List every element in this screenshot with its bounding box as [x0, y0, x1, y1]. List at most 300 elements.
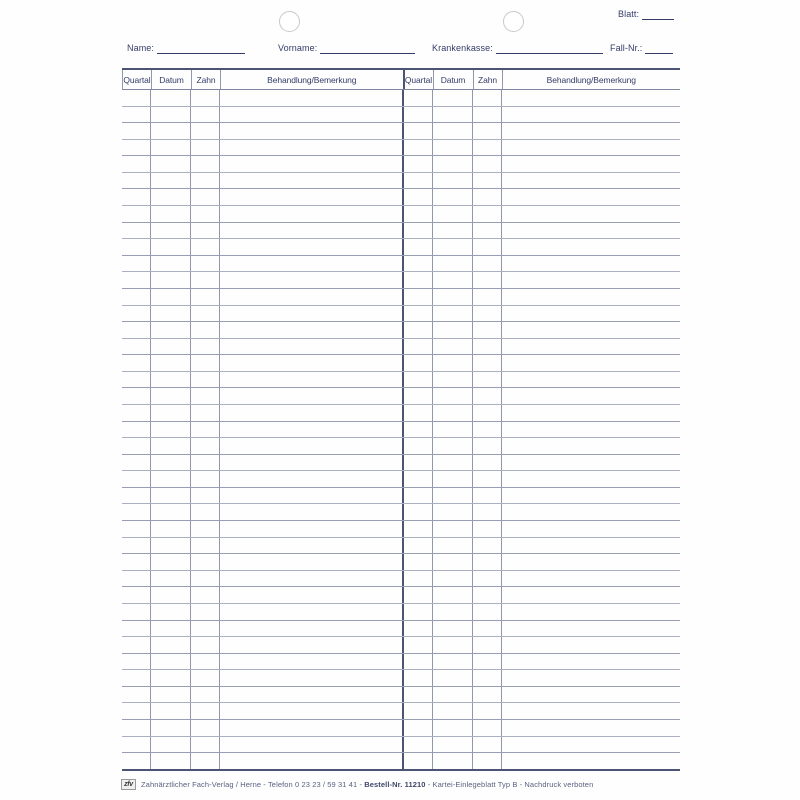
vorname-label: Vorname:	[278, 43, 318, 53]
header-datum: Datum	[434, 70, 474, 89]
cell-datum	[151, 737, 191, 753]
cell-quartal	[404, 223, 433, 239]
cell-datum	[433, 538, 473, 554]
table-row	[122, 156, 680, 173]
cell-quartal	[122, 621, 151, 637]
cell-quartal	[122, 223, 151, 239]
cell-datum	[433, 256, 473, 272]
cell-behandlung	[220, 687, 402, 703]
cell-behandlung	[220, 355, 402, 371]
table-half-2	[402, 289, 680, 305]
cell-zahn	[191, 189, 220, 205]
cell-datum	[151, 604, 191, 620]
cell-datum	[151, 289, 191, 305]
cell-datum	[151, 256, 191, 272]
fall-nr-field	[610, 41, 673, 54]
cell-datum	[151, 538, 191, 554]
cell-datum	[433, 621, 473, 637]
cell-zahn	[473, 554, 502, 570]
cell-datum	[151, 372, 191, 388]
cell-datum	[151, 173, 191, 189]
cell-behandlung	[502, 272, 680, 288]
cell-behandlung	[220, 621, 402, 637]
cell-datum	[433, 455, 473, 471]
cell-datum	[151, 687, 191, 703]
cell-datum	[151, 107, 191, 123]
cell-behandlung	[220, 670, 402, 686]
cell-quartal	[122, 455, 151, 471]
table-half-1	[122, 455, 402, 471]
cell-quartal	[122, 422, 151, 438]
table-half-1	[122, 587, 402, 603]
cell-behandlung	[502, 554, 680, 570]
cell-zahn	[191, 471, 220, 487]
fall-nr-write-line	[645, 41, 673, 54]
cell-datum	[433, 405, 473, 421]
treatment-table	[122, 68, 680, 771]
table-row	[122, 488, 680, 505]
table-half-2	[402, 471, 680, 487]
cell-behandlung	[220, 488, 402, 504]
table-half-2	[402, 637, 680, 653]
cell-behandlung	[502, 720, 680, 736]
cell-quartal	[404, 670, 433, 686]
cell-quartal	[404, 504, 433, 520]
cell-datum	[151, 455, 191, 471]
header-quartal: Quartal	[123, 70, 152, 89]
cell-behandlung	[220, 388, 402, 404]
cell-quartal	[122, 604, 151, 620]
cell-zahn	[191, 140, 220, 156]
table-half-2	[402, 339, 680, 355]
cell-quartal	[404, 123, 433, 139]
cell-datum	[433, 670, 473, 686]
table-half-2	[402, 438, 680, 454]
cell-quartal	[404, 703, 433, 719]
cell-quartal	[122, 471, 151, 487]
cell-zahn	[473, 306, 502, 322]
cell-quartal	[122, 189, 151, 205]
cell-behandlung	[220, 322, 402, 338]
punch-hole-right	[503, 11, 524, 32]
cell-zahn	[191, 621, 220, 637]
cell-datum	[433, 372, 473, 388]
table-half-1	[122, 654, 402, 670]
cell-behandlung	[220, 571, 402, 587]
cell-datum	[433, 289, 473, 305]
cell-quartal	[404, 140, 433, 156]
cell-datum	[151, 239, 191, 255]
cell-datum	[433, 173, 473, 189]
cell-behandlung	[502, 306, 680, 322]
table-half-1	[122, 206, 402, 222]
cell-behandlung	[220, 256, 402, 272]
cell-zahn	[473, 289, 502, 305]
cell-behandlung	[502, 123, 680, 139]
table-row	[122, 538, 680, 555]
cell-datum	[151, 223, 191, 239]
cell-quartal	[122, 322, 151, 338]
cell-quartal	[122, 521, 151, 537]
cell-datum	[151, 637, 191, 653]
cell-zahn	[191, 372, 220, 388]
cell-behandlung	[220, 140, 402, 156]
table-half-2	[402, 372, 680, 388]
cell-behandlung	[220, 422, 402, 438]
cell-zahn	[473, 587, 502, 603]
table-half-1	[122, 306, 402, 322]
cell-behandlung	[502, 587, 680, 603]
table-row	[122, 422, 680, 439]
footer-order-number: Bestell-Nr. 11210	[364, 780, 426, 789]
table-half-2	[402, 90, 680, 106]
table-half-1	[122, 189, 402, 205]
cell-zahn	[191, 703, 220, 719]
table-half-2	[402, 140, 680, 156]
cell-datum	[151, 405, 191, 421]
table-row	[122, 322, 680, 339]
cell-zahn	[191, 388, 220, 404]
cell-behandlung	[502, 488, 680, 504]
cell-zahn	[473, 488, 502, 504]
cell-datum	[433, 753, 473, 769]
cell-datum	[433, 206, 473, 222]
table-half-1	[122, 571, 402, 587]
cell-datum	[433, 604, 473, 620]
cell-zahn	[473, 670, 502, 686]
table-half-2	[402, 156, 680, 172]
name-field	[127, 41, 245, 54]
table-half-1	[122, 621, 402, 637]
cell-quartal	[122, 272, 151, 288]
cell-zahn	[473, 637, 502, 653]
cell-datum	[433, 488, 473, 504]
table-half-2	[402, 670, 680, 686]
cell-quartal	[122, 239, 151, 255]
cell-datum	[151, 206, 191, 222]
cell-datum	[433, 438, 473, 454]
cell-quartal	[122, 289, 151, 305]
cell-zahn	[191, 173, 220, 189]
cell-zahn	[191, 455, 220, 471]
cell-quartal	[404, 720, 433, 736]
cell-zahn	[191, 687, 220, 703]
cell-behandlung	[502, 90, 680, 106]
cell-quartal	[404, 554, 433, 570]
table-half-2	[402, 488, 680, 504]
cell-quartal	[122, 670, 151, 686]
table-half-2	[402, 123, 680, 139]
cell-zahn	[191, 571, 220, 587]
table-half-1	[122, 90, 402, 106]
cell-quartal	[404, 322, 433, 338]
table-half-1	[122, 388, 402, 404]
cell-datum	[151, 306, 191, 322]
table-row	[122, 107, 680, 124]
cell-datum	[433, 703, 473, 719]
krankenkasse-field	[432, 41, 603, 54]
cell-datum	[433, 637, 473, 653]
table-row	[122, 306, 680, 323]
cell-behandlung	[220, 405, 402, 421]
table-half-2	[403, 70, 681, 89]
cell-behandlung	[220, 720, 402, 736]
cell-behandlung	[220, 339, 402, 355]
cell-behandlung	[502, 670, 680, 686]
fall-nr-label: Fall-Nr.:	[610, 43, 643, 53]
cell-quartal	[122, 173, 151, 189]
cell-zahn	[473, 223, 502, 239]
cell-behandlung	[502, 388, 680, 404]
cell-datum	[151, 488, 191, 504]
cell-datum	[433, 422, 473, 438]
cell-datum	[151, 388, 191, 404]
table-row	[122, 339, 680, 356]
cell-zahn	[473, 654, 502, 670]
cell-quartal	[404, 388, 433, 404]
table-half-2	[402, 621, 680, 637]
vorname-write-line	[320, 41, 415, 54]
cell-behandlung	[502, 355, 680, 371]
cell-datum	[151, 471, 191, 487]
table-body	[122, 90, 680, 769]
cell-zahn	[191, 223, 220, 239]
table-half-1	[122, 339, 402, 355]
cell-behandlung	[502, 289, 680, 305]
cell-behandlung	[220, 189, 402, 205]
cell-datum	[433, 471, 473, 487]
table-half-2	[402, 737, 680, 753]
cell-zahn	[191, 339, 220, 355]
table-half-2	[402, 538, 680, 554]
table-row	[122, 272, 680, 289]
cell-zahn	[191, 90, 220, 106]
table-row	[122, 355, 680, 372]
cell-zahn	[473, 90, 502, 106]
cell-quartal	[122, 737, 151, 753]
table-half-1	[122, 123, 402, 139]
cell-behandlung	[502, 372, 680, 388]
table-row	[122, 173, 680, 190]
cell-behandlung	[220, 272, 402, 288]
cell-quartal	[404, 571, 433, 587]
table-half-1	[122, 488, 402, 504]
cell-zahn	[191, 654, 220, 670]
cell-zahn	[473, 140, 502, 156]
table-half-1	[122, 637, 402, 653]
cell-datum	[151, 587, 191, 603]
cell-behandlung	[502, 654, 680, 670]
cell-behandlung	[220, 107, 402, 123]
cell-zahn	[191, 488, 220, 504]
table-half-2	[402, 455, 680, 471]
cell-zahn	[191, 206, 220, 222]
blatt-field	[618, 7, 674, 20]
cell-behandlung	[220, 504, 402, 520]
table-row	[122, 554, 680, 571]
cell-datum	[433, 587, 473, 603]
table-half-1	[122, 504, 402, 520]
table-row	[122, 654, 680, 671]
cell-zahn	[473, 471, 502, 487]
cell-behandlung	[502, 156, 680, 172]
table-half-1	[122, 173, 402, 189]
cell-datum	[151, 521, 191, 537]
table-half-2	[402, 272, 680, 288]
cell-behandlung	[220, 587, 402, 603]
table-half-2	[402, 504, 680, 520]
cell-zahn	[191, 156, 220, 172]
cell-behandlung	[220, 90, 402, 106]
cell-behandlung	[502, 206, 680, 222]
cell-datum	[433, 223, 473, 239]
cell-datum	[433, 521, 473, 537]
cell-quartal	[122, 90, 151, 106]
cell-datum	[151, 272, 191, 288]
table-half-1	[122, 140, 402, 156]
footer-publisher: Zahnärztlicher Fach-Verlag / Herne - Telefon 0 23 23 / 59 31 41 -	[141, 780, 365, 789]
table-half-2	[402, 322, 680, 338]
table-half-1	[122, 753, 402, 769]
cell-zahn	[191, 405, 220, 421]
cell-datum	[433, 355, 473, 371]
table-half-2	[402, 388, 680, 404]
cell-behandlung	[502, 438, 680, 454]
table-row	[122, 438, 680, 455]
table-half-2	[402, 223, 680, 239]
cell-zahn	[473, 206, 502, 222]
cell-quartal	[122, 140, 151, 156]
cell-datum	[151, 140, 191, 156]
cell-quartal	[404, 90, 433, 106]
table-half-1	[122, 670, 402, 686]
cell-zahn	[473, 173, 502, 189]
cell-quartal	[404, 239, 433, 255]
header-quartal: Quartal	[405, 70, 434, 89]
cell-datum	[433, 239, 473, 255]
table-half-1	[122, 471, 402, 487]
cell-quartal	[404, 687, 433, 703]
header-datum: Datum	[152, 70, 192, 89]
cell-zahn	[473, 687, 502, 703]
cell-zahn	[473, 123, 502, 139]
table-row	[122, 372, 680, 389]
table-half-2	[402, 206, 680, 222]
cell-quartal	[122, 206, 151, 222]
table-row	[122, 604, 680, 621]
table-half-2	[402, 720, 680, 736]
cell-behandlung	[502, 621, 680, 637]
cell-zahn	[191, 554, 220, 570]
cell-datum	[151, 322, 191, 338]
table-row	[122, 737, 680, 754]
cell-zahn	[191, 239, 220, 255]
cell-quartal	[404, 256, 433, 272]
header-behandlung: Behandlung/Bemerkung	[546, 74, 636, 85]
cell-behandlung	[502, 604, 680, 620]
cell-zahn	[473, 322, 502, 338]
cell-zahn	[191, 587, 220, 603]
cell-behandlung	[502, 422, 680, 438]
table-half-1	[122, 703, 402, 719]
cell-datum	[151, 504, 191, 520]
cell-behandlung	[220, 737, 402, 753]
cell-datum	[433, 554, 473, 570]
cell-datum	[151, 339, 191, 355]
cell-zahn	[473, 156, 502, 172]
cell-behandlung	[220, 637, 402, 653]
cell-zahn	[473, 272, 502, 288]
cell-datum	[151, 355, 191, 371]
cell-quartal	[122, 372, 151, 388]
cell-datum	[433, 189, 473, 205]
cell-quartal	[404, 206, 433, 222]
cell-quartal	[404, 173, 433, 189]
cell-zahn	[191, 720, 220, 736]
cell-behandlung	[220, 306, 402, 322]
cell-behandlung	[502, 256, 680, 272]
cell-behandlung	[220, 521, 402, 537]
cell-zahn	[191, 123, 220, 139]
cell-quartal	[404, 471, 433, 487]
table-half-2	[402, 189, 680, 205]
table-half-1	[122, 687, 402, 703]
cell-zahn	[473, 372, 502, 388]
cell-quartal	[404, 272, 433, 288]
blatt-write-line	[642, 7, 674, 20]
cell-quartal	[122, 687, 151, 703]
cell-zahn	[473, 189, 502, 205]
table-half-2	[402, 654, 680, 670]
table-half-1	[122, 256, 402, 272]
cell-datum	[151, 156, 191, 172]
cell-zahn	[473, 239, 502, 255]
table-row	[122, 223, 680, 240]
cell-zahn	[473, 737, 502, 753]
table-half-1	[122, 521, 402, 537]
table-half-2	[402, 687, 680, 703]
cell-behandlung	[220, 554, 402, 570]
table-row	[122, 189, 680, 206]
cell-quartal	[404, 488, 433, 504]
cell-zahn	[473, 422, 502, 438]
cell-behandlung	[502, 339, 680, 355]
cell-datum	[151, 720, 191, 736]
cell-datum	[151, 189, 191, 205]
cell-zahn	[473, 438, 502, 454]
cell-datum	[151, 670, 191, 686]
cell-behandlung	[220, 173, 402, 189]
cell-zahn	[191, 422, 220, 438]
cell-behandlung	[220, 538, 402, 554]
cell-datum	[151, 90, 191, 106]
cell-quartal	[122, 438, 151, 454]
zfv-logo: zfv	[121, 779, 136, 790]
blatt-label: Blatt:	[618, 9, 640, 19]
cell-datum	[151, 422, 191, 438]
cell-zahn	[473, 455, 502, 471]
cell-zahn	[191, 272, 220, 288]
cell-zahn	[191, 604, 220, 620]
cell-quartal	[404, 604, 433, 620]
table-half-1	[122, 438, 402, 454]
cell-zahn	[473, 355, 502, 371]
table-row	[122, 388, 680, 405]
cell-behandlung	[502, 737, 680, 753]
table-row	[122, 455, 680, 472]
table-half-2	[402, 355, 680, 371]
cell-quartal	[404, 339, 433, 355]
